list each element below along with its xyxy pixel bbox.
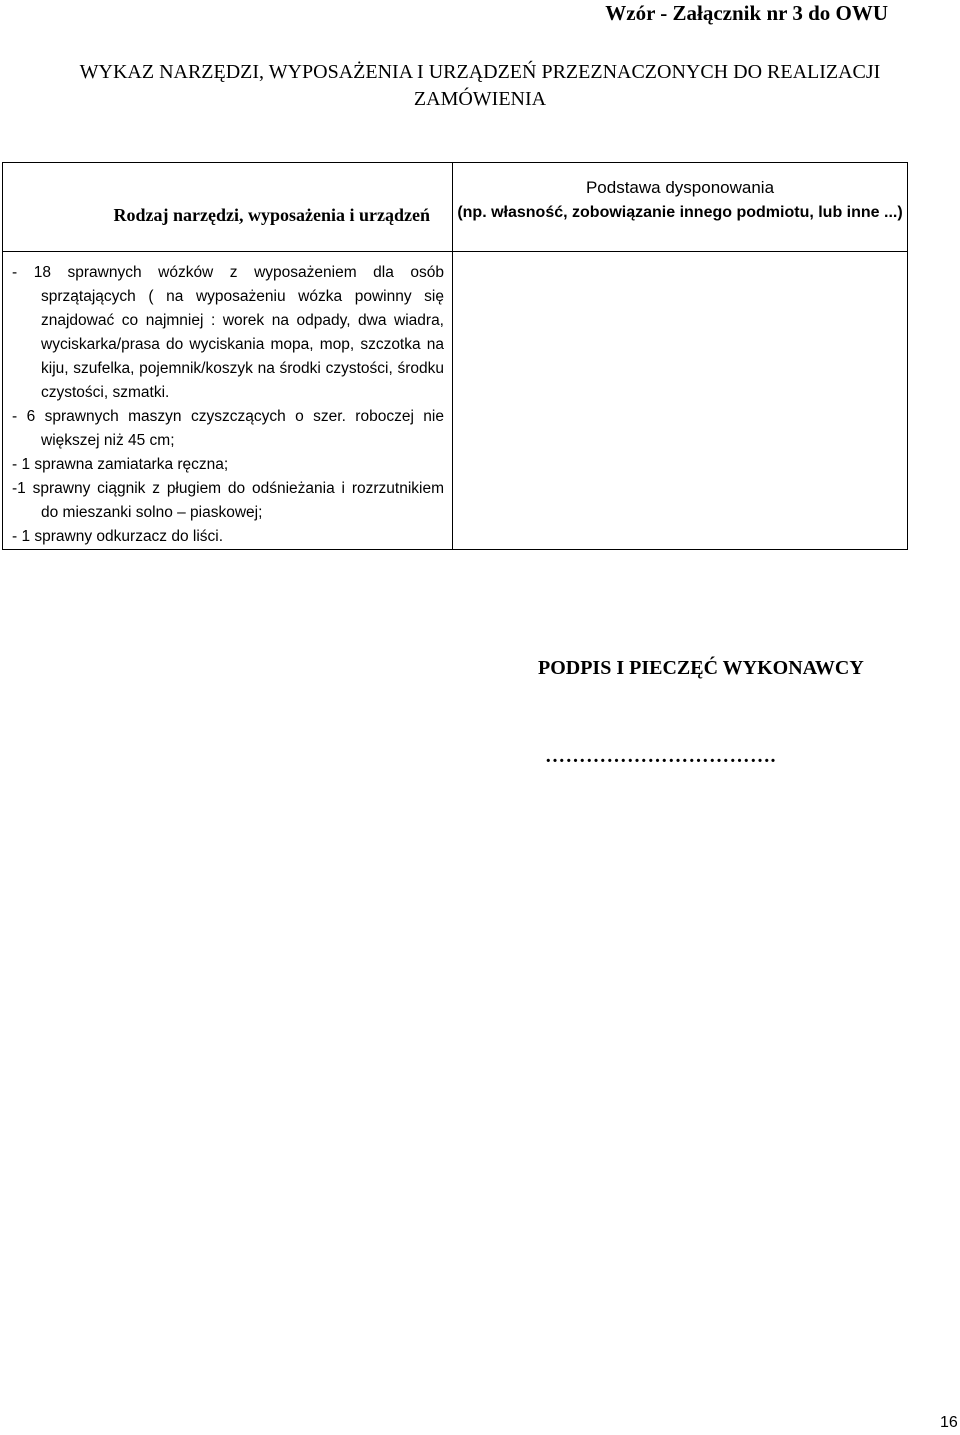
table-header-row xyxy=(3,163,908,252)
annex-label: Wzór - Załącznik nr 3 do OWU xyxy=(605,1,888,25)
equipment-list-cell xyxy=(3,252,453,550)
equipment-type-header: Rodzaj narzędzi, wyposażenia i urządzeń xyxy=(113,205,430,225)
signature-line: ……………………………. xyxy=(545,745,776,767)
list-item: - 18 sprawnych wózków z wyposażeniem dla osób sprzątających ( na wyposażeniu wózka powinny się znajdować co najmniej : worek na odpady, dwa wiadra, wyciskarka/prasa do wyciskania mopa, mop, szczotka na kiju, szufelka, pojemnik/koszyk na środki czystości, środku czystości, szmatki. xyxy=(12,264,444,401)
equipment-table xyxy=(2,162,908,550)
signature-label: PODPIS I PIECZĘĆ WYKONAWCY xyxy=(538,657,864,679)
list-item: - 1 sprawna zamiatarka ręczna; xyxy=(12,456,229,473)
header-cell-basis xyxy=(453,163,908,252)
basis-header-note: (np. własność, zobowiązanie innego podmiotu, lub inne ...) xyxy=(457,204,903,221)
basis-value-cell xyxy=(453,252,908,550)
list-item: -1 sprawny ciągnik z pługiem do odśnieżania i rozrzutnikiem do mieszanki solno – piaskowej; xyxy=(12,480,444,521)
list-item: - 6 sprawnych maszyn czyszczących o szer. roboczej nie większej niż 45 cm; xyxy=(12,408,444,449)
page-number: 16 xyxy=(940,1414,958,1431)
list-item: - 1 sprawny odkurzacz do liści. xyxy=(12,528,224,545)
header-cell-equipment-type xyxy=(3,163,453,252)
basis-header-title: Podstawa dysponowania xyxy=(585,178,775,197)
document-title: WYKAZ NARZĘDZI, WYPOSAŻENIA I URZĄDZEŃ PRZEZNACZONYCH DO REALIZACJI ZAMÓWIENIA xyxy=(79,61,881,110)
table-row xyxy=(3,252,908,550)
